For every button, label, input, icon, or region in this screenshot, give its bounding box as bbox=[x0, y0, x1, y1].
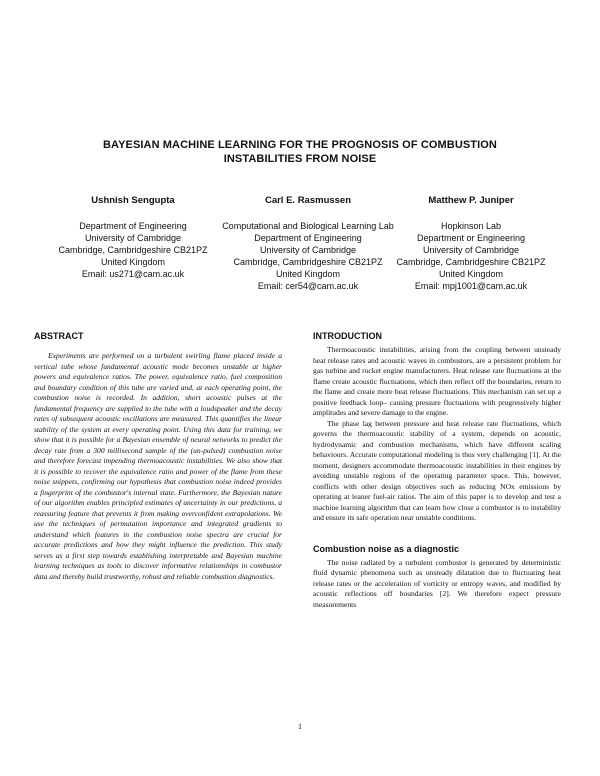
author-email: Email: mpj1001@cam.ac.uk bbox=[414, 281, 528, 291]
author-affiliation: Computational and Biological Learning Lab bbox=[222, 221, 394, 231]
paper-title bbox=[40, 138, 560, 166]
left-column bbox=[34, 330, 282, 582]
author-email: Email: us271@cam.ac.uk bbox=[81, 269, 185, 279]
author-affiliation: University of Cambridge bbox=[259, 245, 357, 255]
author-affiliation: Cambridge, Cambridgeshire CB21PZ bbox=[58, 245, 208, 255]
author-name: Carl E. Rasmussen bbox=[264, 195, 352, 206]
combustion-noise-text: The noise radiated by a turbulent combustor is generated by deterministic fluid dynamic phenomena such as unsteady dilatation due to fluctuating heat release rates or the acceleration of vorticity or entropy waves, and modified by acoustic reflections off boundaries [2]. We therefore expect pressure measurements bbox=[313, 557, 561, 609]
author-affiliation: United Kingdom bbox=[275, 269, 341, 279]
intro-paragraph-1: Thermoacoustic instabilities, arising from the coupling between unsteady heat release rates and acoustic waves in combustors, are a persistent problem for gas turbine and rocket engine manufacturers. Heat release rate fluctuations at the flame create acoustic fluctuations, which then reflect off the boundaries, return to the flame and create more heat release fluctuations. This mechanism can set up a positive feedback loop– causing pressure fluctuations with progressively higher amplitudes and severe damage to the engine. bbox=[313, 345, 561, 417]
author-affiliation: Department or Engineering bbox=[416, 233, 526, 243]
author-email: Email: cer54@cam.ac.uk bbox=[257, 281, 359, 291]
author-affiliation: Hopkinson Lab bbox=[440, 221, 502, 231]
right-column bbox=[313, 330, 561, 610]
abstract-heading: ABSTRACT bbox=[34, 331, 84, 341]
intro-paragraph-2: The phase lag between pressure and heat release rate fluctuations, which governs the thermoacoustic stability of a system, depends on acoustic, hydrodynamic and combustion mechanisms, which have different scaling behaviours. Accurate computational modeling is thus very challenging [1]. At the moment, designers accommodate thermoacoustic instabilities in their engines by avoiding unstable regions of the operating parameter space. This, however, conflicts with other design objectives such as reducing NOx emissions by operating at leaner fuel-air ratios. The aim of this paper is to develop and test a machine learning algorithm that can learn how close a combustor is to instability and ensure its safe operation near unstable conditions. bbox=[313, 418, 561, 522]
author-affiliation: Cambridge, Cambridgeshire CB21PZ bbox=[233, 257, 383, 267]
author-affiliation: Department of Engineering bbox=[79, 221, 187, 231]
author-affiliation: University of Cambridge bbox=[422, 245, 520, 255]
author-affiliation: University of Cambridge bbox=[84, 233, 182, 243]
introduction-heading: INTRODUCTION bbox=[313, 331, 382, 341]
page-number: 1 bbox=[298, 722, 302, 731]
combustion-noise-heading: Combustion noise as a diagnostic bbox=[313, 543, 460, 554]
author-affiliation: United Kingdom bbox=[100, 257, 166, 267]
author-name: Ushnish Sengupta bbox=[91, 195, 175, 206]
author-affiliation: Department of Engineering bbox=[254, 233, 362, 243]
title-line-2: INSTABILITIES FROM NOISE bbox=[223, 153, 377, 165]
author-name: Matthew P. Juniper bbox=[428, 195, 514, 206]
author-affiliation: Cambridge, Cambridgeshire CB21PZ bbox=[396, 257, 546, 267]
title-line-1: BAYESIAN MACHINE LEARNING FOR THE PROGNOSIS OF COMBUSTION bbox=[103, 139, 497, 151]
abstract-text: Experiments are performed on a turbulent swirling flame placed inside a vertical tube whose fundamental acoustic mode becomes unstable at higher powers and equivalence ratios. The power, equivalence ratio, fuel composition and boundary condition of this tube are varied and, at each operating point, the combustion noise is recorded. In addition, short acoustic pulses at the fundamental frequency are supplied to the tube with a loudspeaker and the decay rates of subsequent acoustic oscillations are measured. This quantifies the linear stability of the system at every operating point. Using this data for training, we show that it is possible for a Bayesian ensemble of neural networks to predict the decay rate from a 300 millisecond sample of the (un-pulsed) combustion noise and therefore forecast impending thermoacoustic instabilities. We also show that it is possible to recover the equivalence ratio and power of the flame from these noise snippets, confirming our hypothesis that combustion noise indeed provides a fingerprint of the combustor's internal state. Furthermore, the Bayesian nature of our algorithm enables principled estimates of uncertainty in our predictions, a reassuring feature that prevents it from making overconfident extrapolations. We use the techniques of permutation importance and integrated gradients to understand which features in the combustion noise spectra are crucial for accurate predictions and how they might influence the prediction. This study serves as a first step towards establishing interpretable and Bayesian machine learning techniques as tools to discover informative relationships in combustor data and thereby build trustworthy, robust and reliable combustion diagnostics. bbox=[34, 351, 282, 581]
author-affiliation: United Kingdom bbox=[438, 269, 504, 279]
author-3 bbox=[366, 195, 576, 292]
